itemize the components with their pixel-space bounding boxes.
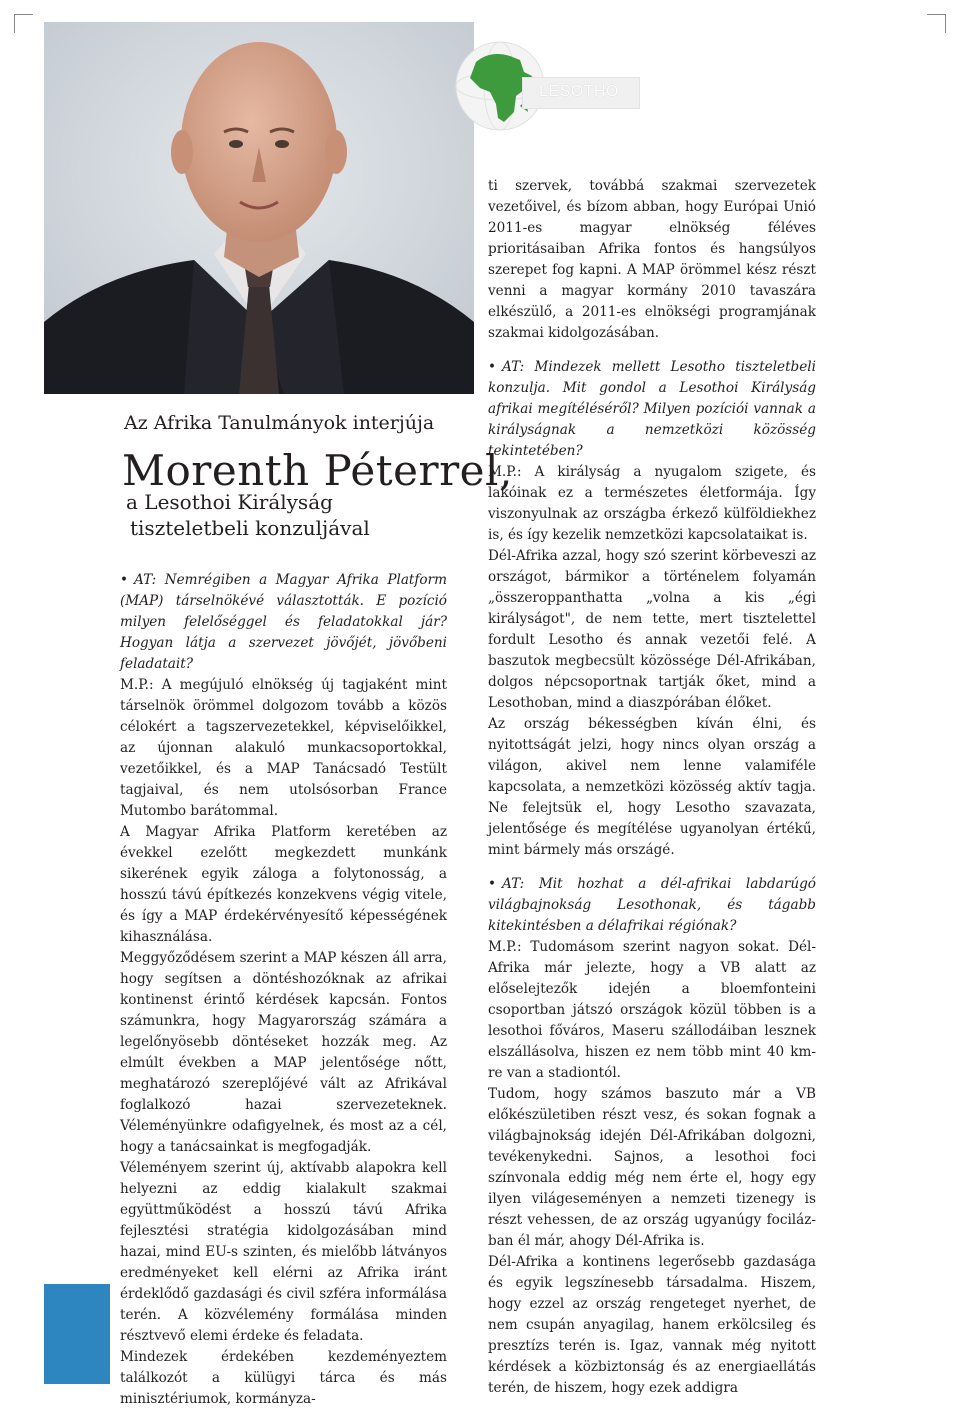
answer-paragraph: M.P.: Tudomásom szerint nagyon sokat. Dél-Afrika már jelezte, hogy a VB alatt az előselejtezők idején a bloemfonteini csoportban játszó országok közül többen is a lesothoi főváros, Maseru szállodáiban lesznek elszállásolva, hiszen ez nem több mint 40 km-re van a stadiontól. (488, 939, 816, 1081)
answer-paragraph: A Magyar Afrika Platform keretében az évekkel ezelőtt megkezdett munkánk sikerének egyik záloga a folytonosság, a hosszú távú építkezés konzekvens végig vitele, és így a MAP érdekérvényesítő képességének kihasználása. (120, 824, 447, 945)
interview-question (488, 357, 816, 462)
answer-paragraph: Véleményem szerint új, aktívabb alapokra kell helyezni az eddig kialakult szakmai együttműködést a hosszú távú Afrika fejlesztési stratégia kidolgozásában mind hazai, mind EU-s szinten, és mielőbb látványos eredményeket kell elérni az Afrika iránt érdeklődő gazdasági és civil szféra informálása terén. A közvélemény formálása minden résztvevő elemi érdeke és feladata. (120, 1160, 447, 1344)
crop-mark-top-left (14, 14, 33, 33)
interview-question (488, 874, 816, 937)
country-label: LESOTHO (539, 83, 619, 100)
answer-paragraph: ti szervek, továbbá szakmai szervezetek vezetőivel, és bízom abban, hogy Európai Unió 2011-es magyar elnökség féléves prioritásaiban Afrika fontos és hangsúlyos szerepet fog kapni. A MAP örömmel kész részt venni a magyar kormány 2010 tavaszára elkészülő, a 2011-es elnökségi programjának szakmai kidolgozásában. (488, 178, 816, 341)
bullet-icon: • (488, 359, 497, 375)
answer-paragraph: Meggyőződésem szerint a MAP készen áll arra, hogy segítsen a döntéshozóknak az afrikai kontinenst érintő kérdések kapcsán. Fontos számunkra, hogy Magyarország számára a legelőnyösebb döntéseket hozzák meg. Az elmúlt években a MAP jelentősége nőtt, meghatározó szereplőjévé vált az Afrikával foglalkozó hazai szervezeteknek. Véleményünkre odafigyelnek, és most az a cél, hogy a tanácsainkat is megfogadják. (120, 950, 447, 1155)
paragraph-gap (488, 861, 816, 874)
country-tab (522, 77, 640, 109)
page-number: 24 (73, 1298, 108, 1337)
answer-paragraph: M.P.: A királyság a nyugalom szigete, és lakóinak ez a természetes életformája. Így viszonyulnak az országba érkező külföldiekhez is, és így kezelik nemzetközi kapcsolataikat is. (488, 464, 816, 543)
bullet-icon: • (120, 572, 129, 588)
paragraph-gap (488, 344, 816, 357)
series-title: Az Afrika Tanulmányok interjúja (124, 412, 435, 434)
answer-paragraph: M.P.: A megújuló elnökség új tagjaként mint társelnök örömmel dolgozom tovább a közös célokért a tagszervezetekkel, képviselőikkel, az újonnan alakuló munkacsoportokkal, vezetőikkel, és a MAP Tanácsadó Testült tagjaival, és nem utolsósorban France Mutombo barátommal. (120, 677, 447, 819)
answer-paragraph: Dél-Afrika a kontinens legerősebb gazdasága és egyik legszínesebb társadalma. Hiszem, hogy ezzel az ország rengeteget nyerhet, de nem csupán anyagilag, hanem erkölcsileg és presztízs terén is. Igaz, vannak még nyitott kérdések a közbiztonság és az energiaellátás terén, de hiszem, hogy ezek addigra (488, 1254, 816, 1396)
interview-question (120, 570, 447, 675)
question-text: AT: Mit hozhat a dél-afrikai labdarúgó világbajnokság Lesothonak, és tágabb kitekintésben a délafrikai régiónak? (488, 876, 816, 934)
answer-paragraph: Tudom, hogy számos baszuto már a VB előkészületiben részt vesz, és sokan fognak a világbajnokság idején Dél-Afrikában dolgozni, tevékenykedni. Sajnos, a lesothoi foci színvonala eddig még nem érte el, hogy egy ilyen világeseményen a nemzeti tizenegy is részt vehessen, de az ország ugyanúgy fociláz-ban él már, ahogy Dél-Afrika is. (488, 1086, 816, 1249)
right-column (488, 176, 816, 1399)
crop-mark-top-right (927, 14, 946, 33)
subtitle-line-1: a Lesothoi Királyság (126, 490, 333, 514)
left-column (120, 570, 447, 1410)
question-text: AT: Mindezek mellett Lesotho tiszteletbeli konzulja. Mit gondol a Lesothoi Királyság afrikai megítéléséről? Milyen pozíciói vannak a királyságnak a nemzetközi közösség tekintetében? (488, 359, 816, 459)
portrait-photo (44, 22, 474, 394)
bullet-icon: • (488, 876, 497, 892)
answer-paragraph: Mindezek érdekében kezdeményeztem találkozót a külügyi tárca és más minisztériumok, kormányza- (120, 1349, 447, 1407)
answer-paragraph: Az ország békességben kíván élni, és nyitottságát jelzi, hogy nincs olyan ország a világon, akivel nem lenne valamiféle kapcsolata, a nemzetközi közösség aktív tagja. Ne felejtsük el, hogy Lesotho szavazata, jelentősége és megítélése ugyanolyan értékű, mint bármely más országé. (488, 716, 816, 858)
headline: Morenth Péterrel, (122, 446, 513, 495)
subtitle-line-2: tiszteletbeli konzuljával (130, 516, 370, 540)
question-text: AT: Nemrégiben a Magyar Afrika Platform (MAP) társelnökévé választották. E pozíció milyen felelőséggel és feladatokkal jár? Hogyan látja a szervezet jövőjét, jövőbeni feladatait? (120, 572, 447, 672)
answer-paragraph: Dél-Afrika azzal, hogy szó szerint körbeveszi az országot, bármikor a történelem folyamán „összeroppanthatta „volna a kis „égi királyságot", de nem tette, mert tisztelettel fordult Lesotho és annak vezetői felé. A baszutok megbecsült közössége Dél-Afrikában, dolgos népcsoportnak tartják őket, mind a Lesothoban, mind a diaszpórában élőket. (488, 548, 816, 711)
